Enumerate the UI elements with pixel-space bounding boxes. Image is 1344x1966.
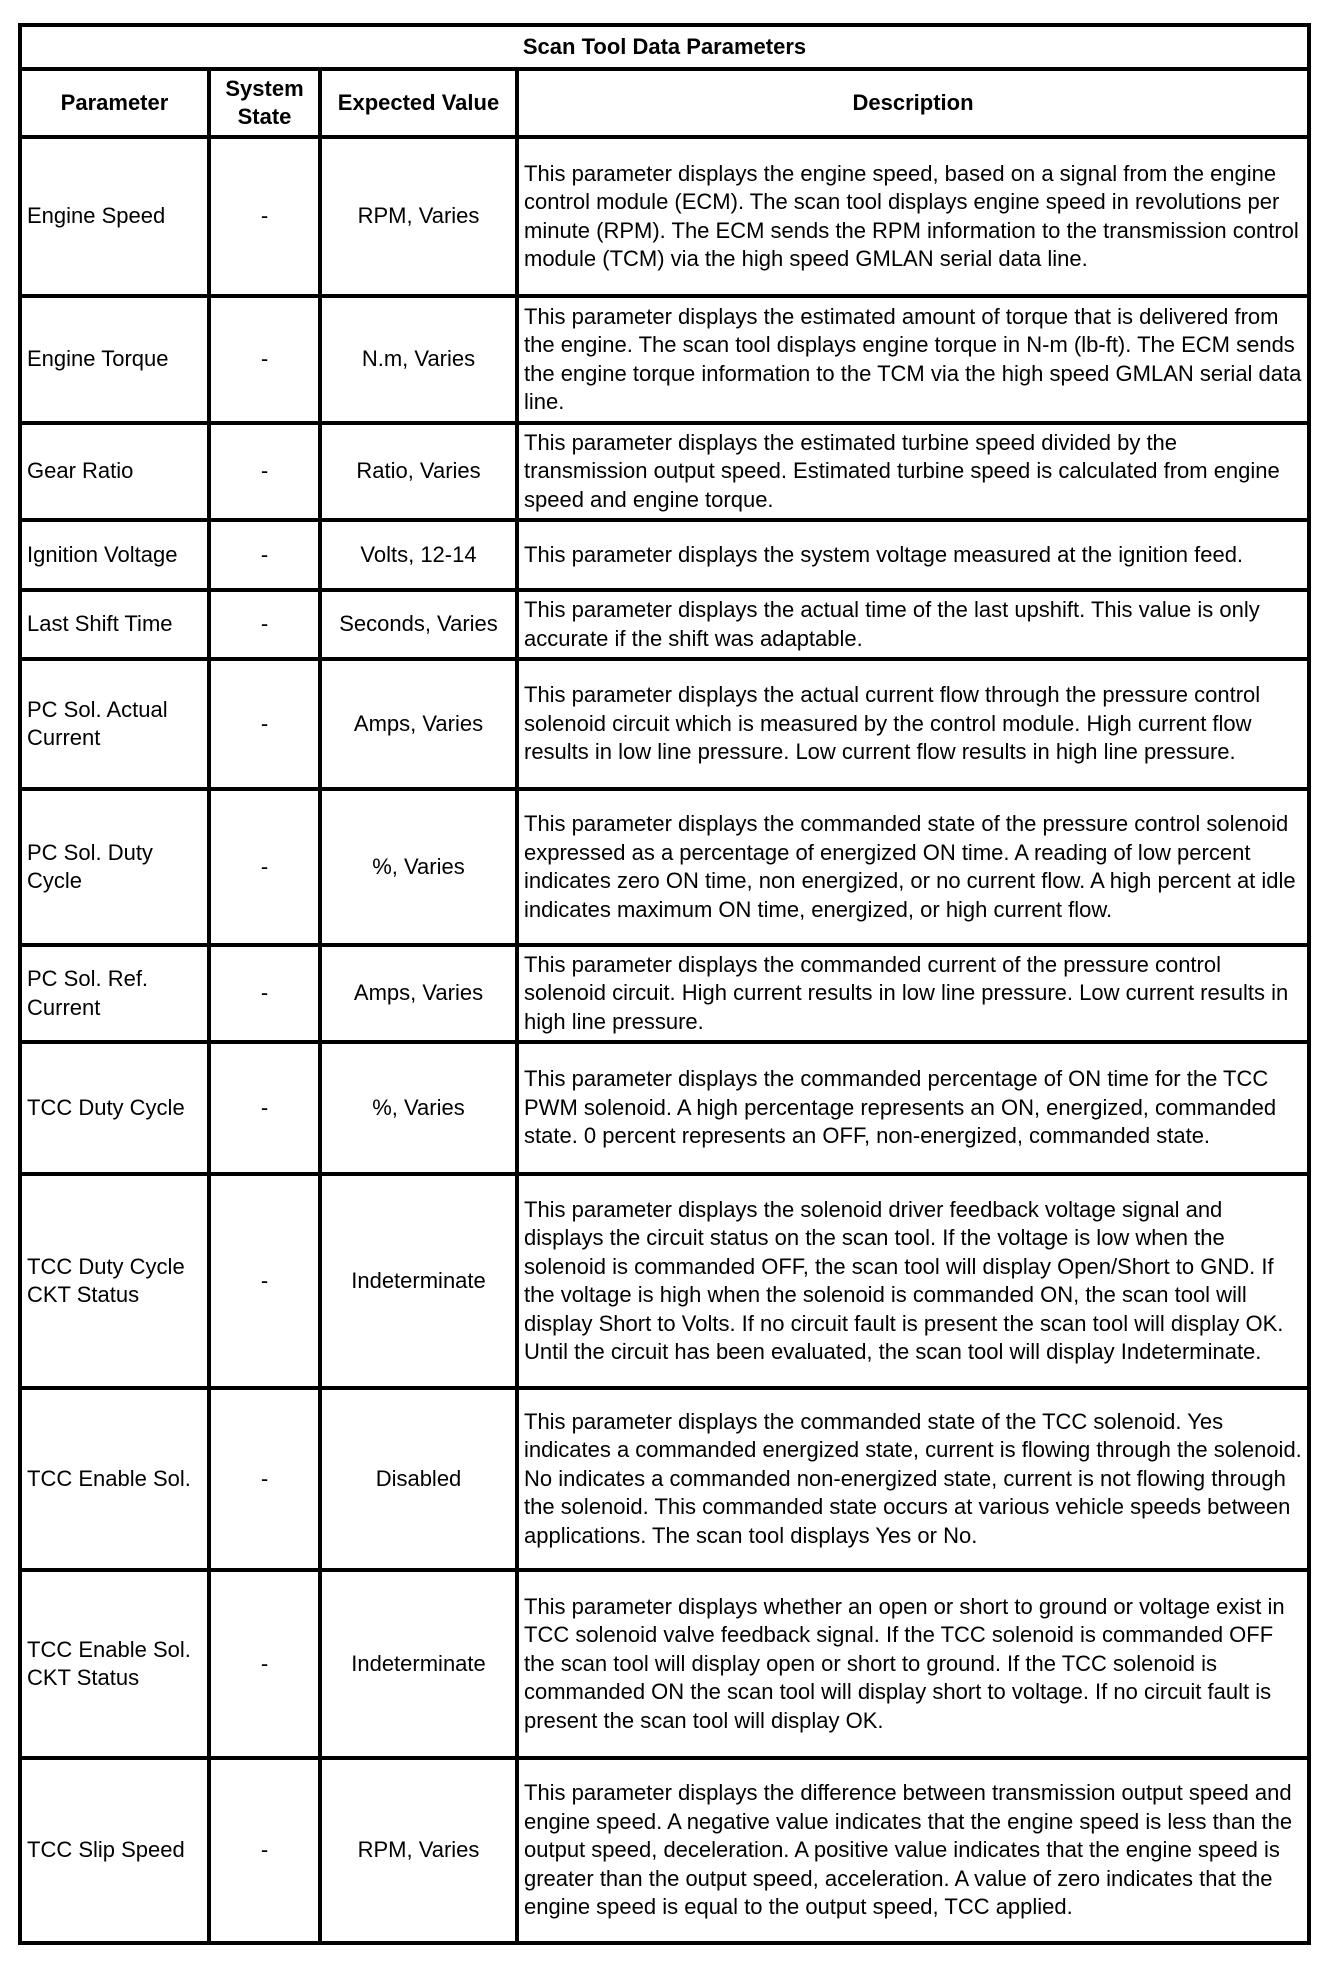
table-row [20,1388,1309,1570]
system-state-cell: - [209,1042,320,1174]
system-state-cell: - [209,1570,320,1758]
description-cell: This parameter displays the commanded state of the pressure control solenoid expressed as a percentage of energized ON time. A reading of low percent indicates zero ON time, non energized, or no current flow. A high percent at idle indicates maximum ON time, energized, or high current flow. [517,789,1309,945]
table-title-row [20,25,1309,69]
expected-value-cell: %, Varies [320,789,517,945]
description-cell: This parameter displays the commanded state of the TCC solenoid. Yes indicates a commanded energized state, current is flowing through the solenoid. No indicates a commanded non-energized state, current is not flowing through the solenoid. This commanded state occurs at various vehicle speeds between applications. The scan tool displays Yes or No. [517,1388,1309,1570]
table-row [20,789,1309,945]
expected-value-cell: Indeterminate [320,1570,517,1758]
expected-value-cell: RPM, Varies [320,137,517,296]
parameter-cell: TCC Enable Sol. CKT Status [20,1570,209,1758]
expected-value-cell: Amps, Varies [320,659,517,789]
system-state-cell: - [209,296,320,423]
column-header-row [20,69,1309,137]
table-title: Scan Tool Data Parameters [20,25,1309,69]
table-row [20,137,1309,296]
description-cell: This parameter displays the engine speed, based on a signal from the engine control module (ECM). The scan tool displays engine speed in revolutions per minute (RPM). The ECM sends the RPM information to the transmission control module (TCM) via the high speed GMLAN serial data line. [517,137,1309,296]
parameter-cell: TCC Duty Cycle CKT Status [20,1174,209,1388]
column-header-system-state: System State [209,69,320,137]
parameter-cell: PC Sol. Actual Current [20,659,209,789]
description-cell: This parameter displays the commanded current of the pressure control solenoid circuit. High current results in low line pressure. Low current results in high line pressure. [517,945,1309,1042]
expected-value-cell: Indeterminate [320,1174,517,1388]
system-state-cell: - [209,590,320,659]
column-header-expected-value: Expected Value [320,69,517,137]
table-row [20,659,1309,789]
parameter-cell: PC Sol. Ref. Current [20,945,209,1042]
description-cell: This parameter displays the actual current flow through the pressure control solenoid circuit which is measured by the control module. High current flow results in low line pressure. Low current flow results in high line pressure. [517,659,1309,789]
table-row [20,296,1309,423]
parameter-cell: TCC Enable Sol. [20,1388,209,1570]
parameter-cell: Ignition Voltage [20,520,209,590]
parameter-cell: Engine Torque [20,296,209,423]
parameter-cell: Engine Speed [20,137,209,296]
column-header-description: Description [517,69,1309,137]
table-row [20,520,1309,590]
expected-value-cell: N.m, Varies [320,296,517,423]
parameter-cell: Last Shift Time [20,590,209,659]
parameter-cell: Gear Ratio [20,423,209,520]
parameter-cell: PC Sol. Duty Cycle [20,789,209,945]
table-row [20,1758,1309,1943]
system-state-cell: - [209,520,320,590]
expected-value-cell: Disabled [320,1388,517,1570]
description-cell: This parameter displays the actual time of the last upshift. This value is only accurate if the shift was adaptable. [517,590,1309,659]
description-cell: This parameter displays the solenoid driver feedback voltage signal and displays the circuit status on the scan tool. If the voltage is low when the solenoid is commanded OFF, the scan tool will display Open/Short to GND. If the voltage is high when the solenoid is commanded ON, the scan tool will display Short to Volts. If no circuit fault is present the scan tool will display OK. Until the circuit has been evaluated, the scan tool will display Indeterminate. [517,1174,1309,1388]
parameter-cell: TCC Duty Cycle [20,1042,209,1174]
description-cell: This parameter displays the system voltage measured at the ignition feed. [517,520,1309,590]
system-state-cell: - [209,1758,320,1943]
description-cell: This parameter displays the estimated amount of torque that is delivered from the engine. The scan tool displays engine torque in N-m (lb-ft). The ECM sends the engine torque information to the TCM via the high speed GMLAN serial data line. [517,296,1309,423]
expected-value-cell: Seconds, Varies [320,590,517,659]
parameter-cell: TCC Slip Speed [20,1758,209,1943]
expected-value-cell: RPM, Varies [320,1758,517,1943]
system-state-cell: - [209,1388,320,1570]
expected-value-cell: %, Varies [320,1042,517,1174]
table-row [20,1174,1309,1388]
scan-tool-data-table [18,23,1311,1945]
table-row [20,1570,1309,1758]
description-cell: This parameter displays the difference between transmission output speed and engine speed. A negative value indicates that the engine speed is less than the output speed, deceleration. A positive value indicates that the engine speed is greater than the output speed, acceleration. A value of zero indicates that the engine speed is equal to the output speed, TCC applied. [517,1758,1309,1943]
system-state-cell: - [209,659,320,789]
system-state-cell: - [209,789,320,945]
description-cell: This parameter displays whether an open or short to ground or voltage exist in TCC solenoid valve feedback signal. If the TCC solenoid is commanded OFF the scan tool will display open or short to ground. If the TCC solenoid is commanded ON the scan tool will display short to voltage. If no circuit fault is present the scan tool will display OK. [517,1570,1309,1758]
expected-value-cell: Volts, 12-14 [320,520,517,590]
table-row [20,1042,1309,1174]
table-row [20,945,1309,1042]
system-state-cell: - [209,1174,320,1388]
column-header-parameter: Parameter [20,69,209,137]
description-cell: This parameter displays the estimated turbine speed divided by the transmission output speed. Estimated turbine speed is calculated from engine speed and engine torque. [517,423,1309,520]
expected-value-cell: Ratio, Varies [320,423,517,520]
system-state-cell: - [209,423,320,520]
system-state-cell: - [209,137,320,296]
table-row [20,590,1309,659]
system-state-cell: - [209,945,320,1042]
table-row [20,423,1309,520]
description-cell: This parameter displays the commanded percentage of ON time for the TCC PWM solenoid. A high percentage represents an ON, energized, commanded state. 0 percent represents an OFF, non-energized, commanded state. [517,1042,1309,1174]
expected-value-cell: Amps, Varies [320,945,517,1042]
